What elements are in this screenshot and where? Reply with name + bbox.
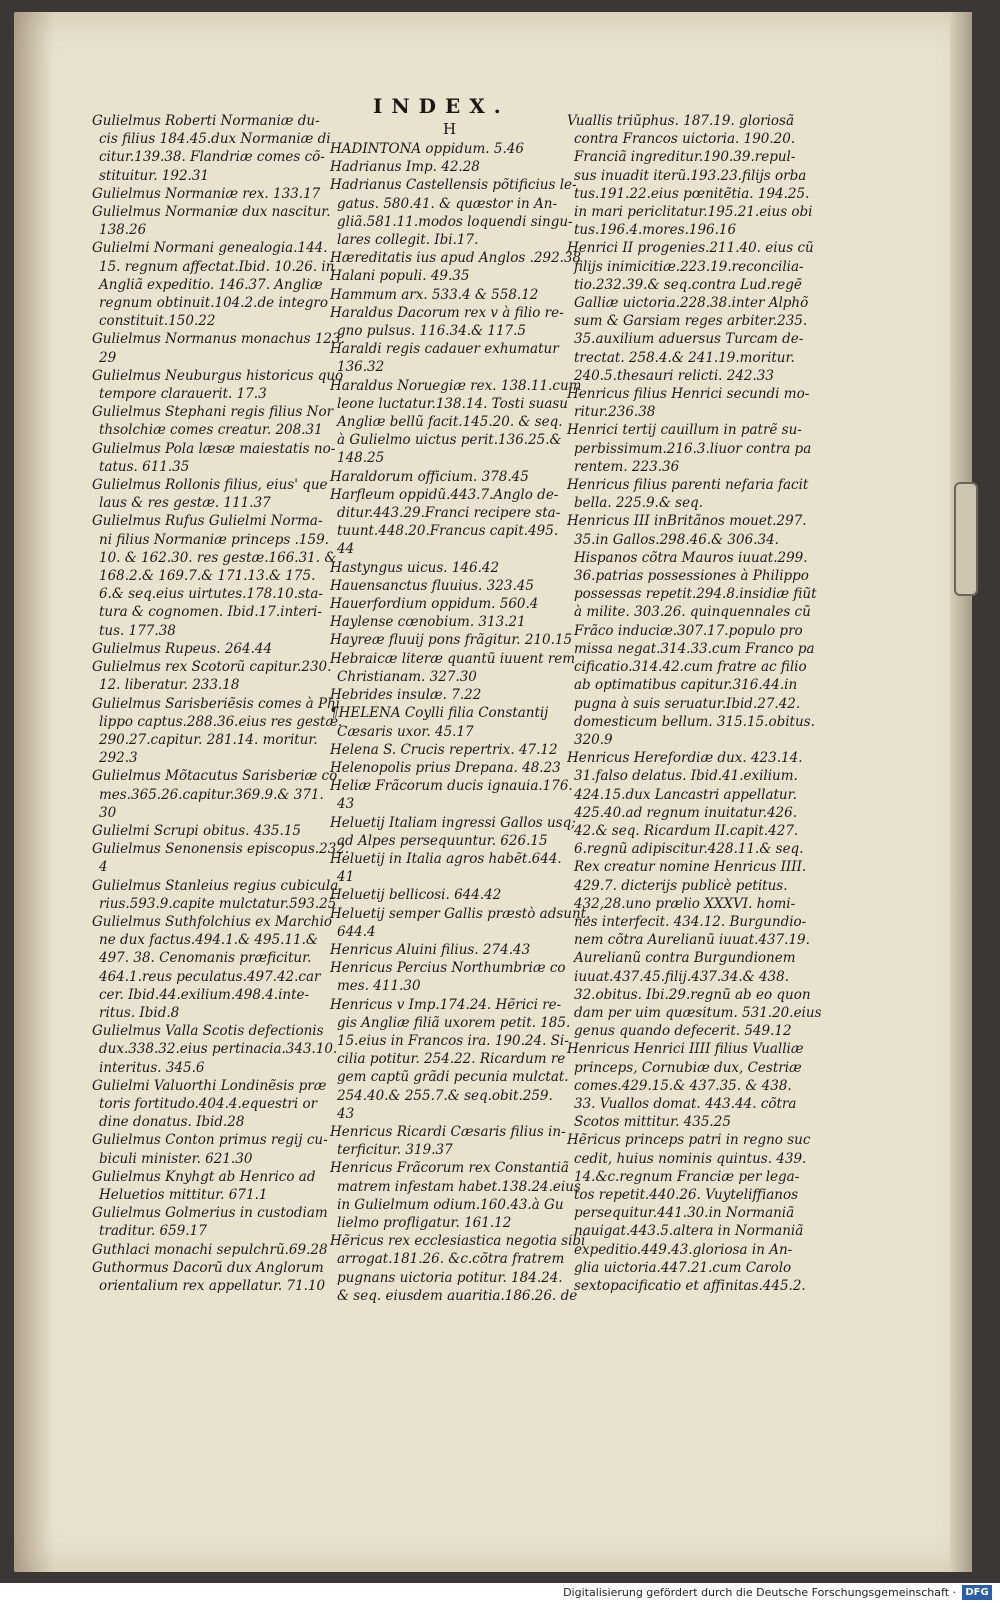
index-entry-line: rius.593.9.capite mulctatur.593.25: [99, 895, 337, 912]
index-entry-line: Heliæ Frãcorum ducis ignauia.176.: [330, 778, 573, 795]
index-entry-line: & seq. eiusdem auaritia.186.26. de: [337, 1287, 578, 1304]
index-entry: [330, 559, 558, 577]
index-entry-line: interitus. 345.6: [99, 1059, 205, 1076]
index-entry-line: Gulielmus Rufus Gulielmi Norma-: [92, 513, 323, 530]
index-entry-line: Hẽricus rex ecclesiastica negotia sibi: [330, 1233, 586, 1250]
index-entry-line: Hauensanctus fluuius. 323.45: [330, 577, 534, 594]
index-entry-line: 14.&c.regnum Franciæ per lega-: [574, 1168, 800, 1185]
index-entry: [330, 704, 558, 740]
index-entry: [330, 176, 577, 249]
index-entry-line: 6.& seq.eius uirtutes.178.10.sta-: [99, 586, 323, 603]
index-entry-line: 464.1.reus peculatus.497.42.car: [99, 968, 321, 985]
index-entry: [330, 577, 558, 595]
index-entry-line: tus.191.22.eius pœnitẽtia. 194.25.: [574, 185, 810, 202]
index-entry-line: 429.7. dicterijs publicè petitus.: [574, 877, 788, 894]
index-entry: [92, 1241, 326, 1259]
index-entry-line: Hayreæ fluuij pons frãgitur. 210.15: [330, 632, 573, 649]
index-entry: [92, 658, 332, 694]
index-entry: [92, 239, 335, 330]
index-entry-line: 138.26: [99, 222, 147, 239]
index-entry-line: ritur.236.38: [574, 404, 656, 421]
index-entry-line: Gulielmus Knyhgt ab Henrico ad: [92, 1168, 316, 1185]
index-entry-line: ad Alpes persequuntur. 626.15: [337, 832, 548, 849]
index-entry-line: perbissimum.216.3.liuor contra pa: [574, 440, 812, 457]
index-entry-line: Haraldi regis cadauer exhumatur: [330, 341, 559, 358]
index-entry-line: Gulielmus Mõtacutus Sarisberiæ co: [92, 768, 338, 785]
index-entry-line: biculi minister. 621.30: [99, 1150, 253, 1167]
index-entry-line: 424.15.dux Lancastri appellatur.: [574, 786, 797, 803]
index-entry-line: Angliæ bellũ facit.145.20. & seq.: [337, 414, 563, 431]
index-entry: [330, 1123, 566, 1159]
index-entry-line: tatus. 611.35: [99, 458, 190, 475]
index-entry-line: pugnans uictoria potitur. 184.24.: [337, 1269, 563, 1286]
index-entry-line: Haraldus Noruegiæ rex. 138.11.cum: [330, 377, 582, 394]
index-entry: [567, 421, 812, 476]
index-entry-line: 44: [337, 541, 355, 558]
index-entry-line: ritus. Ibid.8: [99, 1004, 180, 1021]
index-entry-line: gatus. 580.41. & quæstor in An-: [337, 195, 558, 212]
index-entry-line: Hebraicæ literæ quantũ iuuent rem: [330, 650, 576, 667]
index-entry: [567, 385, 810, 421]
index-entry-line: 43: [337, 796, 355, 813]
index-entry-line: citur.139.38. Flandriæ comes cõ-: [99, 149, 325, 166]
index-entry-line: Henricus filius Henrici secundi mo-: [567, 386, 810, 403]
index-entry-line: 6.regnũ adipiscitur.428.11.& seq.: [574, 841, 804, 858]
dfg-logo: DFG: [962, 1585, 992, 1600]
index-entry-line: filijs inimicitiæ.223.19.reconcilia-: [574, 258, 804, 275]
index-entry-line: sus inuadit iterũ.193.23.filijs orba: [574, 167, 807, 184]
index-entry-line: Heluetij Italiam ingressi Gallos usq;: [330, 814, 576, 831]
index-entry: [92, 840, 350, 876]
section-letter: H: [443, 120, 457, 138]
index-entry-line: Gulielmi Normani genealogia.144.: [92, 240, 328, 257]
index-entry-line: tus.196.4.mores.196.16: [574, 222, 737, 239]
index-entry-line: Hispanos cõtra Mauros iuuat.299.: [574, 549, 808, 566]
index-entry-line: Hæreditatis ius apud Anglos .292.38: [330, 250, 582, 267]
index-entry: [92, 367, 344, 403]
index-entry: [330, 304, 564, 340]
index-entry: [330, 158, 558, 176]
index-entry-line: tio.232.39.& seq.contra Lud.regẽ: [574, 276, 802, 293]
index-entry: [92, 695, 343, 768]
index-entry: [92, 640, 326, 658]
index-entry-line: Henricus Henrici IIII filius Vualliæ: [567, 1041, 804, 1058]
index-entry: [92, 1204, 326, 1240]
index-entry: [92, 1077, 326, 1132]
index-heading: INDEX.: [373, 94, 510, 118]
index-entry: [92, 403, 334, 439]
index-entry-line: missa negat.314.33.cum Franco pa: [574, 640, 815, 657]
index-entry: [92, 1259, 326, 1295]
index-entry-line: tura & cognomen. Ibid.17.interi-: [99, 604, 322, 621]
index-entry: [330, 759, 561, 777]
index-entry-line: 43: [337, 1105, 355, 1122]
index-entry-line: Gulielmus Rupeus. 264.44: [92, 640, 273, 657]
index-entry-line: Aurelianũ contra Burgundionem: [574, 950, 796, 967]
index-entry: [330, 631, 573, 649]
index-entry-line: Gulielmus rex Scotorũ capitur.230.: [92, 659, 332, 676]
index-entry-line: Hadrianus Imp. 42.28: [330, 159, 480, 176]
index-entry-line: Gulielmus Normaniæ rex. 133.17: [92, 185, 321, 202]
index-entry: [330, 340, 558, 376]
index-entry: [567, 512, 817, 749]
index-entry-line: 15. regnum affectat.Ibid. 10.26. in: [99, 258, 335, 275]
index-entry: [92, 1168, 326, 1204]
index-entry-line: 42.& seq. Ricardum II.capit.427.: [574, 822, 799, 839]
index-entry-line: 35.in Gallos.298.46.& 306.34.: [574, 531, 779, 548]
index-entry-line: Haraldorum officium. 378.45: [330, 468, 529, 485]
index-entry-line: ni filius Normaniæ princeps .159.: [99, 531, 329, 548]
index-entry: [330, 267, 558, 285]
index-entry-line: terficitur. 319.37: [337, 1142, 453, 1159]
book-clasp: [954, 482, 978, 596]
index-entry: [92, 512, 337, 639]
index-entry-line: 35.auxilium aduersus Turcam de-: [574, 331, 804, 348]
index-entry-line: Hauerfordium oppidum. 560.4: [330, 596, 539, 613]
index-entry: [92, 913, 333, 1022]
index-entry-line: toris fortitudo.404.4.equestri or: [99, 1095, 318, 1112]
index-entry-line: 15.eius in Francos ira. 190.24. Si-: [337, 1032, 569, 1049]
index-entry-line: Gulielmus Senonensis episcopus.232.: [92, 841, 350, 858]
index-entry-line: Henricus III inBritãnos mouet.297.: [567, 513, 807, 530]
index-entry: [330, 850, 562, 886]
index-entry-line: Scotos mittitur. 435.25: [574, 1114, 731, 1131]
index-entry-line: Guthormus Dacorũ dux Anglorum: [92, 1259, 324, 1276]
index-column-3: [567, 112, 822, 1295]
index-entry-line: Angliã expeditio. 146.37. Angliæ: [99, 276, 323, 293]
index-entry-line: Henricus Frãcorum rex Constantiã: [330, 1160, 569, 1177]
index-column-2: [330, 140, 591, 1305]
index-entry-line: Franciã ingreditur.190.39.repul-: [574, 149, 796, 166]
index-entry: [330, 249, 582, 267]
index-entry-line: Vuallis triũphus. 187.19. gloriosã: [567, 113, 795, 129]
index-entry-line: sextopacificatio et affinitas.445.2.: [574, 1278, 806, 1294]
index-entry-line: laus & res gestæ. 111.37: [99, 495, 271, 512]
index-entry: [330, 1159, 581, 1232]
index-entry-line: gliã.581.11.modos loquendi singu-: [337, 213, 573, 230]
index-entry-line: cedit, huius nominis quintus. 439.: [574, 1150, 807, 1167]
index-entry-line: mes.365.26.capitur.369.9.& 371.: [99, 786, 324, 803]
index-entry-line: Gulielmus Stanleius regius cubicula: [92, 877, 339, 894]
index-entry-line: regnum obtinuit.104.2.de integro: [99, 295, 329, 312]
index-entry-line: cificatio.314.42.cum fratre ac filio: [574, 659, 807, 676]
index-entry-line: gno pulsus. 116.34.& 117.5: [337, 323, 527, 340]
index-entry-line: Gulielmus Roberti Normaniæ du-: [92, 113, 320, 129]
index-entry-line: 320.9: [574, 731, 613, 748]
index-entry-line: trectat. 258.4.& 241.19.moritur.: [574, 349, 795, 366]
index-entry-line: ne dux factus.494.1.& 495.11.&: [99, 932, 318, 949]
index-entry: [330, 996, 571, 1123]
index-entry-line: 36.patrias possessiones à Philippo: [574, 568, 809, 585]
index-entry-line: iuuat.437.45.filij.437.34.& 438.: [574, 968, 790, 985]
index-entry-line: 29: [99, 349, 117, 366]
index-entry-line: in mari periclitatur.195.21.eius obi: [574, 204, 813, 221]
index-entry-line: tus. 177.38: [99, 622, 176, 639]
index-entry-line: Gulielmus Normanus monachus 123.: [92, 331, 345, 348]
index-entry-line: 10. & 162.30. res gestæ.166.31. &: [99, 549, 337, 566]
index-entry: [330, 777, 573, 813]
index-entry: [567, 749, 822, 1040]
index-entry-line: Gulielmus Neuburgus historicus quo: [92, 367, 344, 384]
index-entry-line: 30: [99, 804, 117, 821]
index-entry: [92, 877, 339, 913]
funding-notice: Digitalisierung gefördert durch die Deutsche Forschungsgemeinschaft ·: [563, 1586, 956, 1599]
index-entry-line: Gulielmus Stephani regis filius Nor: [92, 404, 334, 421]
index-entry: [330, 468, 558, 486]
index-entry-line: à Gulielmo uictus perit.136.25.&: [337, 432, 562, 449]
index-entry: [567, 239, 814, 385]
page-gutter-shadow: [14, 12, 54, 1572]
index-entry-line: tempore clarauerit. 17.3: [99, 386, 267, 403]
index-entry-line: Haraldus Dacorum rex v à filio re-: [330, 304, 564, 321]
index-entry: [92, 440, 336, 476]
index-entry: [330, 650, 576, 686]
index-entry-line: Heluetij in Italia agros habẽt.644.: [330, 850, 562, 867]
index-entry-line: Henricus Ricardi Cæsaris filius in-: [330, 1123, 566, 1140]
index-entry-line: Gulielmus Valla Scotis defectionis: [92, 1023, 324, 1040]
index-entry-line: stituitur. 192.31: [99, 167, 210, 184]
index-entry-line: Harfleum oppidũ.443.7.Anglo de-: [330, 486, 559, 503]
index-entry-line: Henricus Aluini filius. 274.43: [330, 941, 531, 958]
index-entry-line: ditur.443.29.Franci recipere sta-: [337, 505, 561, 522]
index-entry-line: 148.25: [337, 450, 385, 467]
index-entry-line: in Gulielmum odium.160.43.à Gu: [337, 1196, 564, 1213]
footer-bar: [0, 1583, 1000, 1603]
index-entry-line: 32.obitus. Ibi.29.regnũ ab eo quon: [574, 986, 811, 1003]
index-entry-line: nauigat.443.5.altera in Normaniã: [574, 1223, 804, 1240]
index-entry-line: Hẽricus princeps patri in regno suc: [567, 1132, 811, 1149]
index-entry-line: gem captũ grãdi pecunia mulctat.: [337, 1069, 569, 1086]
index-entry-line: Rex creatur nomine Henricus IIII.: [574, 859, 807, 876]
index-entry-line: gis Angliæ filiã uxorem petit. 185.: [337, 1014, 571, 1031]
index-entry-line: à milite. 303.26. quinquennales cũ: [574, 604, 811, 621]
index-entry-line: glia uictoria.447.21.cum Carolo: [574, 1259, 792, 1276]
index-entry-line: 644.4: [337, 923, 376, 940]
index-entry-line: Cæsaris uxor. 45.17: [337, 723, 474, 740]
index-entry-line: princeps, Cornubiæ dux, Cestriæ: [574, 1059, 802, 1076]
index-entry-line: 136.32: [337, 359, 385, 376]
index-entry-line: possessas repetit.294.8.insidiæ fiũt: [574, 586, 817, 603]
index-entry-line: cilia potitur. 254.22. Ricardum re: [337, 1051, 566, 1068]
index-entry-line: expeditio.449.43.gloriosa in An-: [574, 1241, 793, 1258]
index-entry-line: pugna à suis seruatur.Ibid.27.42.: [574, 695, 801, 712]
index-entry: [92, 1131, 326, 1167]
index-entry-line: Gulielmus Sarisberiẽsis comes à Phi: [92, 695, 341, 712]
index-entry-line: cis filius 184.45.dux Normaniæ di: [99, 131, 331, 148]
index-entry-line: comes.429.15.& 437.35. & 438.: [574, 1077, 792, 1094]
index-entry: [330, 886, 558, 904]
index-entry: [567, 112, 813, 239]
index-entry-line: Hadrianus Castellensis põtificius le-: [330, 177, 577, 194]
index-entry-line: genus quando defecerit. 549.12: [574, 1023, 792, 1040]
index-entry-line: nes interfecit. 434.12. Burgundio-: [574, 913, 807, 930]
index-column-1: [92, 112, 350, 1295]
index-entry-line: domesticum bellum. 315.15.obitus.: [574, 713, 815, 730]
index-entry-line: Henricus Percius Northumbriæ co: [330, 960, 566, 977]
index-entry-line: cer. Ibid.44.exilium.498.4.inte-: [99, 986, 310, 1003]
index-entry-line: lares collegit. Ibi.17.: [337, 232, 479, 249]
index-entry-line: 432,28.uno prælio XXXVI. homi-: [574, 895, 796, 912]
page-edge: [950, 12, 972, 1572]
index-entry-line: thsolchiæ comes creatur. 208.31: [99, 422, 323, 439]
index-entry-line: 425.40.ad regnum inuitatur.426.: [574, 804, 798, 821]
index-entry: [330, 377, 582, 468]
index-entry-line: 254.40.& 255.7.& seq.obit.259.: [337, 1087, 553, 1104]
index-entry: [567, 476, 809, 512]
index-entry: [330, 286, 558, 304]
index-entry-line: Gulielmus Suthfolchius ex Marchio: [92, 913, 333, 930]
index-entry-line: Henricus Herefordiæ dux. 423.14.: [567, 750, 803, 767]
index-entry-line: 240.5.thesauri relicti. 242.33: [574, 367, 774, 384]
index-entry-line: Henricus v Imp.174.24. Hẽrici re-: [330, 996, 562, 1013]
index-entry-line: 497. 38. Cenomanis præficitur.: [99, 950, 312, 967]
index-entry-line: dux.338.32.eius pertinacia.343.10.: [99, 1041, 338, 1058]
index-entry-line: 290.27.capitur. 281.14. moritur.: [99, 731, 318, 748]
index-entry-line: orientalium rex appellatur. 71.10: [99, 1278, 326, 1294]
index-entry-line: Haylense cœnobium. 313.21: [330, 614, 526, 631]
index-entry-line: Heluetij bellicosi. 644.42: [330, 887, 502, 904]
index-entry-line: Helena S. Crucis repertrix. 47.12: [330, 741, 558, 758]
index-entry-line: Gulielmus Normaniæ dux nascitur.: [92, 204, 331, 221]
index-entry-line: Heluetios mittitur. 671.1: [99, 1186, 268, 1203]
index-entry: [92, 185, 326, 203]
index-entry: [330, 595, 558, 613]
index-entry-line: tuunt.448.20.Francus capit.495.: [337, 523, 559, 540]
index-entry-line: Henrici II progenies.211.40. eius cũ: [567, 240, 814, 257]
index-entry-line: Gulielmi Scrupi obitus. 435.15: [92, 822, 301, 839]
index-entry-line: ab optimatibus capitur.316.44.in: [574, 677, 798, 694]
index-entry: [330, 686, 558, 704]
index-entry-line: Hammum arx. 533.4 & 558.12: [330, 286, 539, 303]
index-entry: [92, 1022, 338, 1077]
index-entry-line: Henrici tertij cauillum in patrẽ su-: [567, 422, 802, 439]
index-entry-line: Galliæ uictoria.228.38.inter Alphõ: [574, 295, 809, 312]
index-entry-line: Hebrides insulæ. 7.22: [330, 687, 482, 704]
index-entry-line: 41: [337, 869, 355, 886]
index-entry: [92, 767, 338, 822]
index-entry-line: bella. 225.9.& seq.: [574, 495, 703, 512]
index-entry: [92, 203, 331, 239]
index-entry-line: Gulielmus Rollonis filius, eius' que: [92, 477, 328, 494]
index-entry: [330, 140, 558, 158]
index-entry-line: Gulielmus Pola læsæ maiestatis no-: [92, 440, 336, 457]
index-entry: [330, 814, 576, 850]
index-entry: [330, 941, 558, 959]
index-entry: [330, 613, 558, 631]
index-entry-line: persequitur.441.30.in Normaniã: [574, 1205, 795, 1222]
index-entry: [330, 959, 566, 995]
index-entry-line: Hastyngus uicus. 146.42: [330, 559, 500, 576]
index-entry: [330, 905, 591, 941]
index-entry-line: 4: [99, 859, 108, 876]
index-entry-line: contra Francos uictoria. 190.20.: [574, 131, 796, 148]
index-entry-line: arrogat.181.26. &c.cõtra fratrem: [337, 1251, 565, 1268]
index-entry-line: Frãco induciæ.307.17.populo pro: [574, 622, 803, 639]
index-entry-line: nem cõtra Aurelianũ iuuat.437.19.: [574, 932, 810, 949]
index-entry: [92, 476, 326, 512]
index-entry-line: lippo captus.288.36.eius res gestæ.: [99, 713, 343, 730]
index-entry-line: mes. 411.30: [337, 978, 421, 995]
index-entry-line: dine donatus. Ibid.28: [99, 1114, 245, 1131]
index-entry-line: Henricus filius parenti nefaria facit: [567, 477, 809, 494]
index-entry-line: ¶HELENA Coylli filia Constantij: [330, 705, 549, 722]
index-entry-line: Heluetij semper Gallis præstò adsunt.: [330, 905, 591, 922]
index-entry-line: rentem. 223.36: [574, 458, 680, 475]
index-entry: [92, 330, 345, 366]
index-entry: [567, 1040, 804, 1131]
index-entry-line: Guthlaci monachi sepulchrũ.69.28: [92, 1241, 328, 1258]
index-entry: [567, 1131, 811, 1295]
index-entry: [330, 741, 558, 759]
index-entry-line: matrem infestam habet.138.24.eius: [337, 1178, 581, 1195]
index-entry-line: Christianam. 327.30: [337, 668, 477, 685]
index-entry-line: Gulielmi Valuorthi Londinẽsis præ: [92, 1077, 327, 1094]
index-entry-line: lielmo profligatur. 161.12: [337, 1214, 512, 1231]
index-entry: [92, 822, 326, 840]
index-entry-line: dam per uim quæsitum. 531.20.eius: [574, 1004, 822, 1021]
index-entry-line: 33. Vuallos domat. 443.44. cõtra: [574, 1095, 797, 1112]
index-entry-line: 12. liberatur. 233.18: [99, 677, 240, 694]
index-entry-line: tos repetit.440.26. Vuyteliffianos: [574, 1186, 799, 1203]
index-entry-line: 31.falso delatus. Ibid.41.exilium.: [574, 768, 798, 785]
index-entry-line: leone luctatur.138.14. Tosti suasu: [337, 395, 568, 412]
index-entry-line: traditur. 659.17: [99, 1223, 207, 1240]
index-entry-line: Gulielmus Conton primus regij cu-: [92, 1132, 328, 1149]
index-entry-line: Helenopolis prius Drepana. 48.23: [330, 759, 561, 776]
index-entry: [330, 1232, 586, 1305]
index-entry: [92, 112, 331, 185]
index-entry-line: sum & Garsiam reges arbiter.235.: [574, 313, 808, 330]
index-entry-line: constituit.150.22: [99, 313, 216, 330]
index-entry-line: 292.3: [99, 750, 138, 767]
index-entry-line: Gulielmus Golmerius in custodiam: [92, 1205, 328, 1222]
index-entry-line: 168.2.& 169.7.& 171.13.& 175.: [99, 568, 316, 585]
index-entry-line: Halani populi. 49.35: [330, 268, 470, 285]
index-entry-line: HADINTONA oppidum. 5.46: [330, 141, 524, 157]
index-entry: [330, 486, 561, 559]
